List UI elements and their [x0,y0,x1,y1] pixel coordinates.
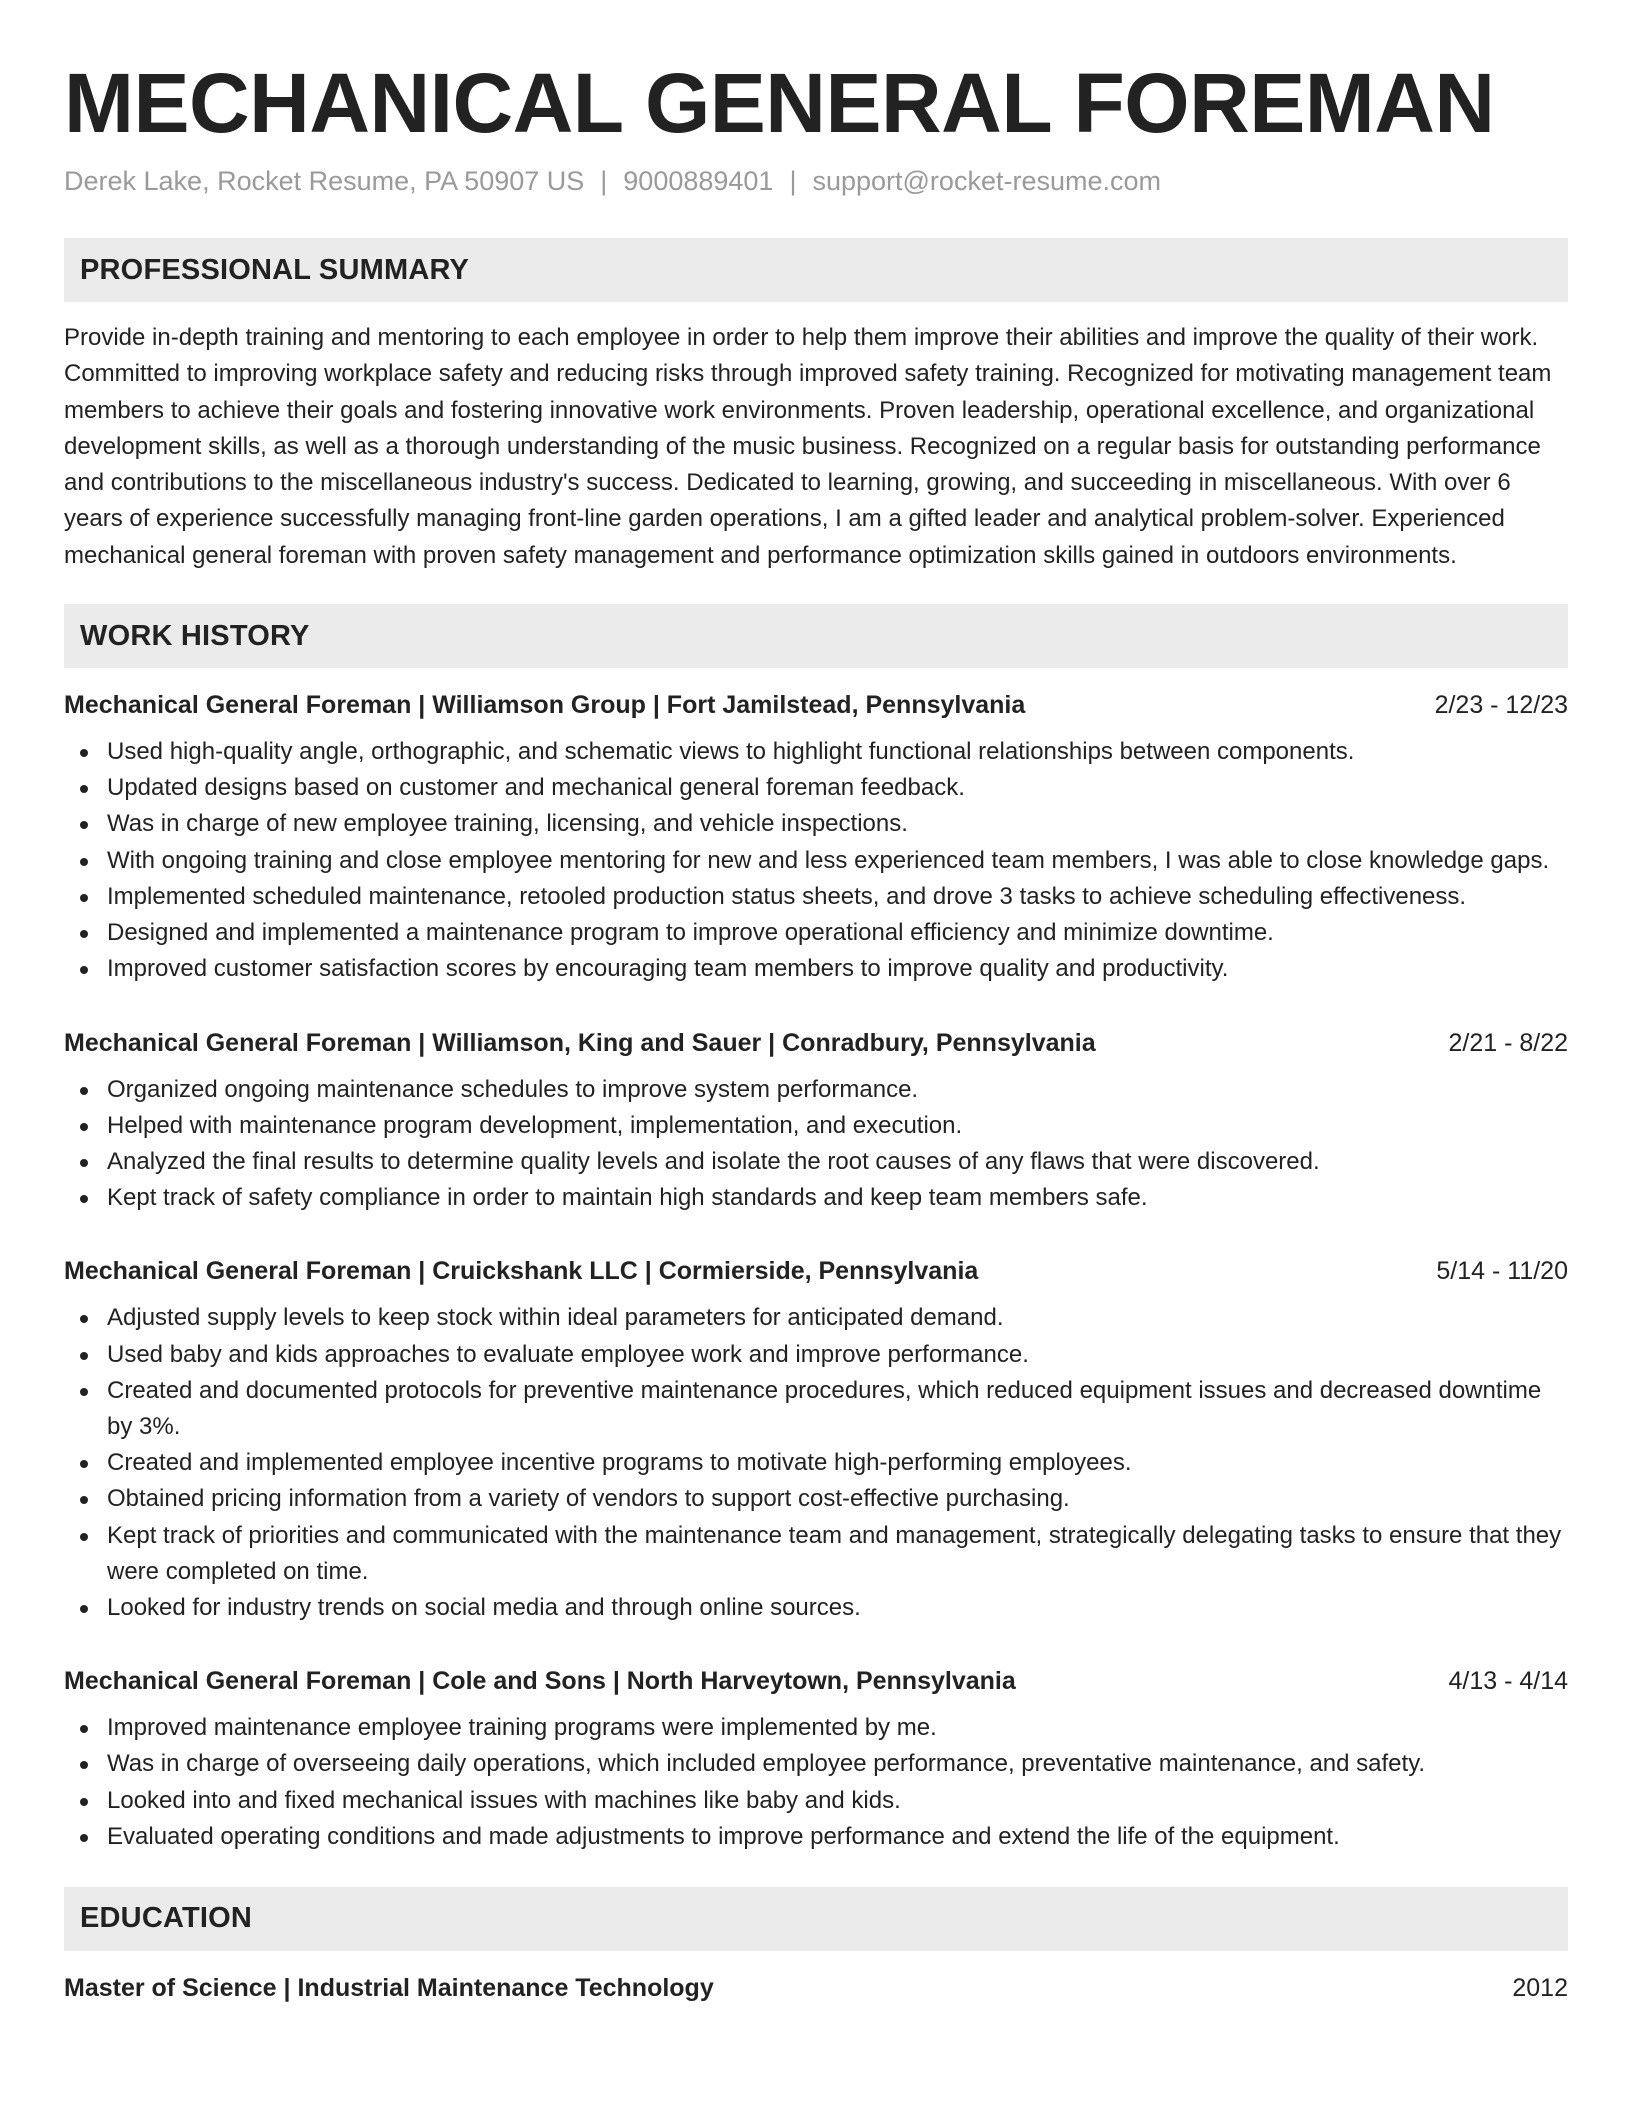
bullet-dot-icon [80,894,88,902]
bullet-dot-icon [80,1123,88,1131]
resume-page [64,56,1568,2005]
job-bullet: Created and implemented employee incentive programs to motivate high-performing employees. [107,1445,1568,1481]
section-title: EDUCATION [80,1902,253,1935]
bullet-dot-icon [80,858,88,866]
job-heading-row [64,1254,1568,1288]
job-bullet: Adjusted supply levels to keep stock within ideal parameters for anticipated demand. [107,1300,1568,1336]
bullet-dot-icon [80,1195,88,1203]
job-heading: Mechanical General Foreman | Williamson, King and Sauer | Conradbury, Pennsylvania [64,1028,1096,1057]
job-dates: 2/23 - 12/23 [1434,691,1568,720]
summary-paragraph: Provide in-depth training and mentoring to each employee in order to help them improve their abilities and improve the quality of their work. Committed to improving workplace safety and reducing risks through improved safety training. Recognized for motivating management team members to achieve their goals and fostering innovative work environments. Proven leadership, operational excellence, and organizational development skills, as well as a thorough understanding of the music business. Recognized on a regular basis for outstanding performance and contributions to the miscellaneous industry's success. Dedicated to learning, growing, and succeeding in miscellaneous. With over 6 years of experience successfully managing front-line garden operations, I am a gifted leader and analytical problem-solver. Experienced mechanical general foreman with proven safety management and performance optimization skills gained in outdoors environments. [64,324,1552,569]
job-bullet: Kept track of priorities and communicated with the maintenance team and management, strategically delegating tasks to ensure that they were completed on time. [107,1518,1568,1590]
job-bullet: Was in charge of overseeing daily operations, which included employee performance, preventative maintenance, and safety. [107,1746,1568,1782]
job-bullet: Improved maintenance employee training programs were implemented by me. [107,1710,1568,1746]
bullet-dot-icon [80,1798,88,1806]
job-bullet: Evaluated operating conditions and made adjustments to improve performance and extend the life of the equipment. [107,1819,1568,1855]
bullet-dot-icon [80,749,88,757]
bullet-dot-icon [80,1087,88,1095]
job-entry [64,1664,1568,1855]
education-entry [64,1971,1568,2005]
job-bullet-list [64,1710,1568,1855]
bullet-dot-icon [80,785,88,793]
degree: Master of Science | Industrial Maintenance Technology [64,1973,714,2002]
job-bullet: Helped with maintenance program development, implementation, and execution. [107,1108,1568,1144]
bullet-dot-icon [80,1159,88,1167]
job-dates: 4/13 - 4/14 [1448,1667,1568,1696]
bullet-dot-icon [80,1533,88,1541]
job-bullet: Updated designs based on customer and mechanical general foreman feedback. [107,770,1568,806]
work-history-header [64,604,1568,668]
bullet-dot-icon [80,1605,88,1613]
job-entry [64,1254,1568,1626]
bullet-dot-icon [80,1834,88,1842]
professional-summary-header [64,238,1568,302]
bullet-dot-icon [80,1761,88,1769]
job-heading: Mechanical General Foreman | Cole and Sons | North Harveytown, Pennsylvania [64,1667,1016,1696]
job-bullet: Used high-quality angle, orthographic, and schematic views to highlight functional relationships between components. [107,734,1568,770]
job-heading-row [64,1664,1568,1698]
job-heading-row [64,688,1568,722]
candidate-title: MECHANICAL GENERAL FOREMAN [64,56,1495,150]
job-dates: 5/14 - 11/20 [1436,1257,1568,1286]
graduation-year: 2012 [1512,1973,1568,2002]
bullet-dot-icon [80,1352,88,1360]
job-bullet: Was in charge of new employee training, licensing, and vehicle inspections. [107,806,1568,842]
job-bullet: Obtained pricing information from a variety of vendors to support cost-effective purchasing. [107,1481,1568,1517]
job-bullet: Analyzed the final results to determine quality levels and isolate the root causes of any flaws that were discovered. [107,1144,1568,1180]
contact-email: support@rocket-resume.com [812,166,1161,196]
bullet-dot-icon [80,966,88,974]
job-bullet: Created and documented protocols for preventive maintenance procedures, which reduced equipment issues and decreased downtime by 3%. [107,1373,1568,1445]
job-bullet: With ongoing training and close employee mentoring for new and less experienced team members, I was able to close knowledge gaps. [107,843,1568,879]
contact-phone: 9000889401 [623,166,774,196]
bullet-dot-icon [80,930,88,938]
job-heading-row [64,1026,1568,1060]
job-bullet: Used baby and kids approaches to evaluate employee work and improve performance. [107,1337,1568,1373]
section-title: PROFESSIONAL SUMMARY [80,253,470,286]
contact-separator: | [789,166,797,196]
job-bullet: Kept track of safety compliance in order to maintain high standards and keep team members safe. [107,1180,1568,1216]
job-heading: Mechanical General Foreman | Williamson Group | Fort Jamilstead, Pennsylvania [64,691,1026,720]
job-bullet-list [64,1072,1568,1217]
contact-line [64,164,1568,198]
contact-address: Derek Lake, Rocket Resume, PA 50907 US [64,166,585,196]
section-title: WORK HISTORY [80,619,310,652]
bullet-dot-icon [80,821,88,829]
education-header [64,1887,1568,1951]
job-heading: Mechanical General Foreman | Cruickshank LLC | Cormierside, Pennsylvania [64,1257,979,1286]
job-bullet-list [64,734,1568,987]
bullet-dot-icon [80,1315,88,1323]
job-bullet: Designed and implemented a maintenance program to improve operational efficiency and minimize downtime. [107,915,1568,951]
job-entry [64,1026,1568,1217]
job-entry [64,688,1568,987]
job-bullet-list [64,1300,1568,1626]
contact-separator: | [600,166,608,196]
job-dates: 2/21 - 8/22 [1448,1028,1568,1057]
job-bullet: Organized ongoing maintenance schedules to improve system performance. [107,1072,1568,1108]
job-bullet: Improved customer satisfaction scores by encouraging team members to improve quality and productivity. [107,951,1568,987]
bullet-dot-icon [80,1496,88,1504]
bullet-dot-icon [80,1460,88,1468]
job-bullet: Implemented scheduled maintenance, retooled production status sheets, and drove 3 tasks to achieve scheduling effectiveness. [107,879,1568,915]
job-bullet: Looked into and fixed mechanical issues with machines like baby and kids. [107,1783,1568,1819]
job-bullet: Looked for industry trends on social media and through online sources. [107,1590,1568,1626]
bullet-dot-icon [80,1388,88,1396]
bullet-dot-icon [80,1725,88,1733]
